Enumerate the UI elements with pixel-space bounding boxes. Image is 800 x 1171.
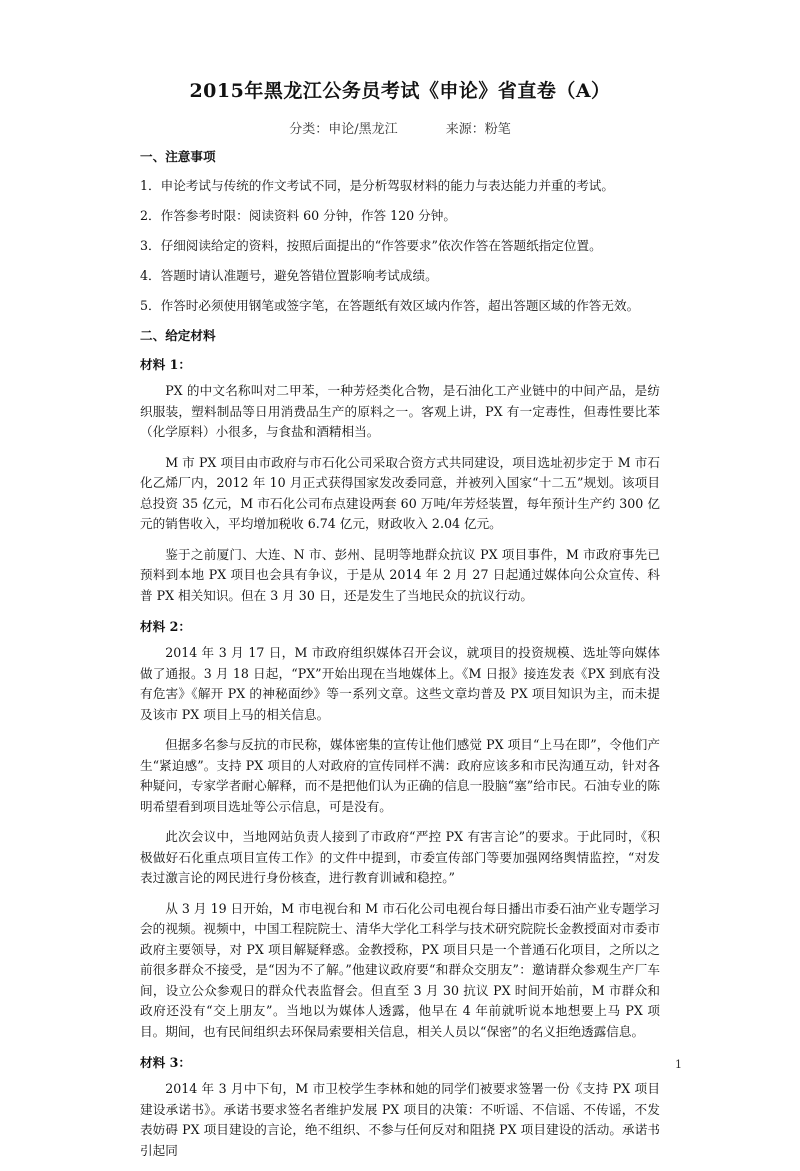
material-paragraph: 但据多名参与反抗的市民称，媒体密集的宣传让他们感觉 PX 项目“上马在即”，令他们产生“紧迫感”。支持 PX 项目的人对政府的宣传同样不满：政府应该多和市民沟通互动，针对各种疑问，专家学者耐心解释，而不是把他们认为正确的信息一股脑“塞”给市民。石油专业的陈明希望看到项目选址等公示信息，可是没有。: [140, 737, 660, 814]
material-paragraph: 2014 年 3 月 17 日，M 市政府组织媒体召开会议，就项目的投资规模、选址等向媒体做了通报。3 月 18 日起，“PX”开始出现在当地媒体上。《M 日报》接连发表《PX 到底有没有危害》《解开 PX 的神秘面纱》等一系列文章。这些文章均普及 PX 项目知识为主，而未提及该市 PX 项目上马的相关信息。: [140, 645, 660, 722]
source-label: 来源：粉笔: [445, 122, 511, 137]
material-paragraph: PX 的中文名称叫对二甲苯，一种芳烃类化合物，是石油化工产业链中的中间产品，是纺织服装，塑料制品等日用消费品生产的原料之一。客观上讲，PX 有一定毒性，但毒性要比苯（化学原料）小很多，与食盐和酒精相当。: [140, 383, 660, 439]
document-title: 2015年黑龙江公务员考试《申论》省直卷（A）: [189, 80, 611, 102]
document-body: [140, 140, 660, 1171]
material-paragraph: 2014 年 3 月中下旬，M 市卫校学生李林和她的同学们被要求签署一份《支持 PX 项目建设承诺书》。承诺书要求签名者维护发展 PX 项目的决策：不听谣、不信谣、不传谣，不发表妨碍 PX 项目建设的言论，绝不组织、不参与任何反对和阻挠 PX 项目建设的活动。承诺书引起同: [140, 1081, 660, 1158]
document-meta: [0, 118, 800, 137]
category-label: 分类：申论/黑龙江: [289, 122, 398, 137]
material-paragraph: M 市 PX 项目由市政府与市石化公司采取合资方式共同建设，项目选址初步定于 M 市石化乙烯厂内，2012 年 10 月正式获得国家发改委同意，并被列入国家“十二五”规划。该项目总投资 35 亿元，M 市石化公司布点建设两套 60 万吨/年芳烃装置，每年预计生产约 300 亿元的销售收入，平均增加税收 6.74 亿元，财政收入 2.04 亿元。: [140, 454, 660, 531]
note-item: 5．作答时必须使用钢笔或签字笔，在答题纸有效区域内作答，超出答题区域的作答无效。: [140, 298, 640, 313]
material-paragraph: 从 3 月 19 日开始，M 市电视台和 M 市石化公司电视台每日播出市委石油产业专题学习会的视频。视频中，中国工程院院士、清华大学化工科学与技术研究院院长金教授面对市委市政府主要领导，对 PX 项目解疑释惑。金教授称，PX 项目只是一个普通石化项目，之所以之前很多群众不接受，是“因为不了解。”他建议政府要“和群众交朋友”：邀请群众参观生产厂车间，设立公众参观日的群众代表监督会。但直至 3 月 30 抗议 PX 时间开始前，M 市群众和政府还没有“交上朋友”。当地以为媒体人透露，他早在 4 年前就听说本地想要上马 PX 项目。期间，也有民间组织去环保局索要相关信息，相关人员以“保密”的名义拒绝透露信息。: [140, 900, 660, 1039]
page-number: 1: [675, 1058, 682, 1071]
note-item: 2．作答参考时限：阅读资料 60 分钟，作答 120 分钟。: [140, 208, 456, 223]
material-3-title: 材料 3：: [140, 1055, 191, 1070]
note-item: 4．答题时请认准题号，避免答错位置影响考试成绩。: [140, 268, 438, 283]
materials-heading: 二、给定材料: [140, 328, 216, 343]
material-paragraph: 鉴于之前厦门、大连、N 市、彭州、昆明等地群众抗议 PX 项目事件，M 市政府事先已预料到本地 PX 项目也会具有争议，于是从 2014 年 2 月 27 日起通过媒体向公众宣传、科普 PX 相关知识。但在 3 月 30 日，还是发生了当地民众的抗议行动。: [140, 546, 660, 603]
notes-heading: 一、注意事项: [140, 149, 216, 164]
material-1-title: 材料 1：: [140, 357, 191, 372]
note-item: 3．仔细阅读给定的资料，按照后面提出的“作答要求”依次作答在答题纸指定位置。: [140, 238, 602, 253]
material-paragraph: 此次会议中，当地网站负责人接到了市政府“严控 PX 有害言论”的要求。于此同时，《积极做好石化重点项目宣传工作》的文件中提到，市委宣传部门等要加强网络舆情监控，“对发表过激言论的网民进行身份核查，进行教育训诫和稳控。”: [140, 829, 660, 885]
material-2-title: 材料 2：: [140, 619, 191, 634]
note-item: 1．申论考试与传统的作文考试不同，是分析驾驭材料的能力与表达能力并重的考试。: [140, 178, 614, 193]
